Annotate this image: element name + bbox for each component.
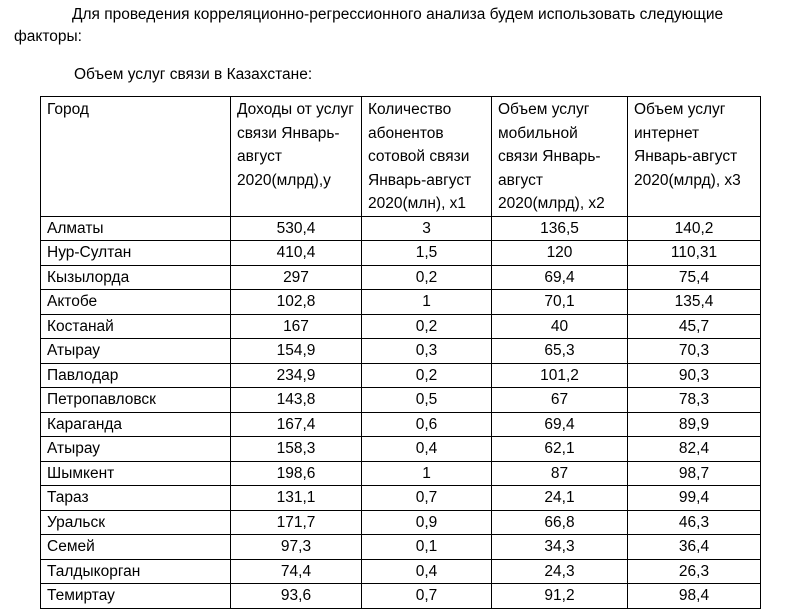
revenue-cell: 97,3	[231, 535, 362, 560]
internet-volume-cell: 26,3	[628, 559, 761, 584]
city-cell: Атырау	[41, 339, 231, 364]
header-internet-volume: Объем услуг интернет Январь-август 2020(млрд), х3	[628, 97, 761, 217]
header-city: Город	[41, 97, 231, 217]
table-header-row	[41, 97, 761, 217]
table-row	[41, 339, 761, 364]
table-row	[41, 412, 761, 437]
subscribers-cell: 0,6	[362, 412, 492, 437]
header-mobile-volume: Объем услуг мобильной связи Январь-август 2020(млрд), х2	[492, 97, 628, 217]
mobile-volume-cell: 24,3	[492, 559, 628, 584]
subscribers-cell: 0,3	[362, 339, 492, 364]
table-row	[41, 559, 761, 584]
table-row	[41, 241, 761, 266]
city-cell: Нур-Султан	[41, 241, 231, 266]
city-cell: Шымкент	[41, 461, 231, 486]
city-cell: Костанай	[41, 314, 231, 339]
revenue-cell: 410,4	[231, 241, 362, 266]
subscribers-cell: 1	[362, 461, 492, 486]
internet-volume-cell: 36,4	[628, 535, 761, 560]
mobile-volume-cell: 24,1	[492, 486, 628, 511]
internet-volume-cell: 140,2	[628, 216, 761, 241]
mobile-volume-cell: 69,4	[492, 412, 628, 437]
subscribers-cell: 0,4	[362, 437, 492, 462]
subscribers-cell: 3	[362, 216, 492, 241]
table-row	[41, 510, 761, 535]
mobile-volume-cell: 34,3	[492, 535, 628, 560]
city-cell: Уральск	[41, 510, 231, 535]
mobile-volume-cell: 66,8	[492, 510, 628, 535]
subscribers-cell: 0,9	[362, 510, 492, 535]
city-cell: Талдыкорган	[41, 559, 231, 584]
table-caption: Объем услуг связи в Казахстане:	[74, 66, 313, 83]
revenue-cell: 93,6	[231, 584, 362, 609]
subscribers-cell: 0,2	[362, 265, 492, 290]
internet-volume-cell: 82,4	[628, 437, 761, 462]
subscribers-cell: 0,4	[362, 559, 492, 584]
table-body	[41, 216, 761, 608]
mobile-volume-cell: 101,2	[492, 363, 628, 388]
revenue-cell: 154,9	[231, 339, 362, 364]
subscribers-cell: 1	[362, 290, 492, 315]
table-row	[41, 535, 761, 560]
internet-volume-cell: 75,4	[628, 265, 761, 290]
revenue-cell: 74,4	[231, 559, 362, 584]
mobile-volume-cell: 67	[492, 388, 628, 413]
internet-volume-cell: 99,4	[628, 486, 761, 511]
internet-volume-cell: 70,3	[628, 339, 761, 364]
city-cell: Алматы	[41, 216, 231, 241]
internet-volume-cell: 135,4	[628, 290, 761, 315]
city-cell: Атырау	[41, 437, 231, 462]
mobile-volume-cell: 40	[492, 314, 628, 339]
header-revenue: Доходы от услуг связи Январь-август 2020(млрд),у	[231, 97, 362, 217]
subscribers-cell: 0,7	[362, 486, 492, 511]
revenue-cell: 530,4	[231, 216, 362, 241]
city-cell: Семей	[41, 535, 231, 560]
mobile-volume-cell: 65,3	[492, 339, 628, 364]
mobile-volume-cell: 70,1	[492, 290, 628, 315]
subscribers-cell: 0,7	[362, 584, 492, 609]
internet-volume-cell: 98,7	[628, 461, 761, 486]
revenue-cell: 171,7	[231, 510, 362, 535]
subscribers-cell: 0,1	[362, 535, 492, 560]
table-row	[41, 290, 761, 315]
table-row	[41, 363, 761, 388]
table-row	[41, 388, 761, 413]
internet-volume-cell: 78,3	[628, 388, 761, 413]
internet-volume-cell: 89,9	[628, 412, 761, 437]
revenue-cell: 297	[231, 265, 362, 290]
header-subscribers: Количество абонентов сотовой связи Январь-август 2020(млн), х1	[362, 97, 492, 217]
city-cell: Петропавловск	[41, 388, 231, 413]
revenue-cell: 198,6	[231, 461, 362, 486]
table-row	[41, 461, 761, 486]
table-row	[41, 216, 761, 241]
city-cell: Тараз	[41, 486, 231, 511]
table-row	[41, 584, 761, 609]
revenue-cell: 102,8	[231, 290, 362, 315]
table-row	[41, 314, 761, 339]
mobile-volume-cell: 120	[492, 241, 628, 266]
table-row	[41, 265, 761, 290]
revenue-cell: 143,8	[231, 388, 362, 413]
city-cell: Актобе	[41, 290, 231, 315]
table-row	[41, 486, 761, 511]
internet-volume-cell: 90,3	[628, 363, 761, 388]
mobile-volume-cell: 69,4	[492, 265, 628, 290]
table-row	[41, 437, 761, 462]
subscribers-cell: 0,2	[362, 363, 492, 388]
revenue-cell: 234,9	[231, 363, 362, 388]
city-cell: Павлодар	[41, 363, 231, 388]
internet-volume-cell: 110,31	[628, 241, 761, 266]
intro-text: Для проведения корреляционно-регрессионного анализа будем использовать следующие факторы:	[14, 6, 724, 45]
intro-paragraph	[14, 4, 784, 48]
mobile-volume-cell: 91,2	[492, 584, 628, 609]
city-cell: Караганда	[41, 412, 231, 437]
city-cell: Кызылорда	[41, 265, 231, 290]
internet-volume-cell: 46,3	[628, 510, 761, 535]
revenue-cell: 167,4	[231, 412, 362, 437]
revenue-cell: 131,1	[231, 486, 362, 511]
mobile-volume-cell: 136,5	[492, 216, 628, 241]
revenue-cell: 167	[231, 314, 362, 339]
internet-volume-cell: 45,7	[628, 314, 761, 339]
revenue-cell: 158,3	[231, 437, 362, 462]
mobile-volume-cell: 62,1	[492, 437, 628, 462]
subscribers-cell: 0,2	[362, 314, 492, 339]
mobile-volume-cell: 87	[492, 461, 628, 486]
subscribers-cell: 1,5	[362, 241, 492, 266]
internet-volume-cell: 98,4	[628, 584, 761, 609]
telecom-services-table	[40, 96, 761, 609]
city-cell: Темиртау	[41, 584, 231, 609]
subscribers-cell: 0,5	[362, 388, 492, 413]
